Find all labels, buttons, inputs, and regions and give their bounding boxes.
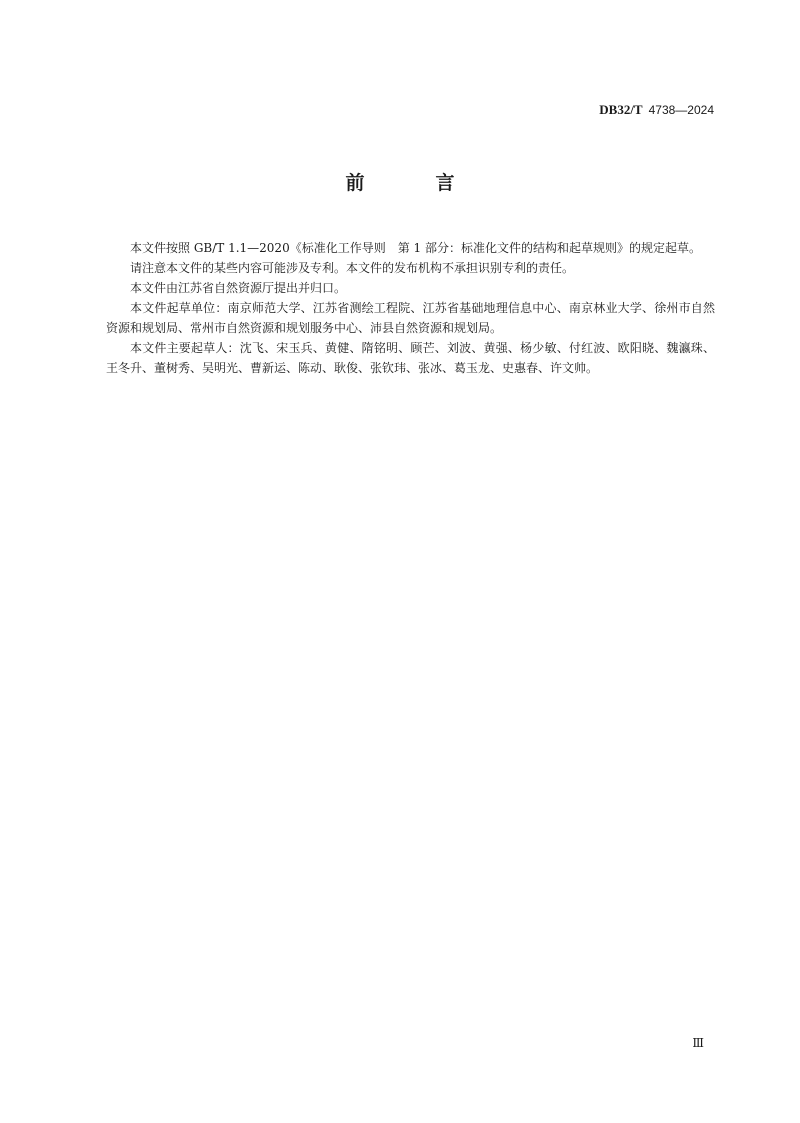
paragraph-patent-notice: 请注意本文件的某些内容可能涉及专利。本文件的发布机构不承担识别专利的责任。 (130, 261, 575, 275)
foreword-body (106, 238, 715, 378)
standard-prefix: DB32/T (599, 102, 643, 117)
paragraph-drafting-rules: 本文件按照 GB/T 1.1—2020《标准化工作导则 第 1 部分：标准化文件的结构和起草规则》的规定起草。 (130, 241, 701, 255)
paragraph-drafters: 本文件主要起草人：沈飞、宋玉兵、黄健、隋铭明、顾芒、刘波、黄强、杨少敏、付红波、欧阳晓、魏瀛珠、王冬升、董树秀、吴明光、曹新运、陈动、耿俊、张钦玮、张冰、葛玉龙、史惠春、许文帅。 (106, 341, 715, 375)
standard-code (599, 103, 714, 117)
page-title: 前 言 (345, 172, 481, 194)
standard-number: 4738—2024 (648, 103, 714, 117)
page-number: Ⅲ (692, 1036, 704, 1050)
paragraph-proposer: 本文件由江苏省自然资源厅提出并归口。 (130, 281, 347, 295)
paragraph-drafting-units: 本文件起草单位：南京师范大学、江苏省测绘工程院、江苏省基础地理信息中心、南京林业大学、徐州市自然资源和规划局、常州市自然资源和规划服务中心、沛县自然资源和规划局。 (106, 301, 715, 335)
